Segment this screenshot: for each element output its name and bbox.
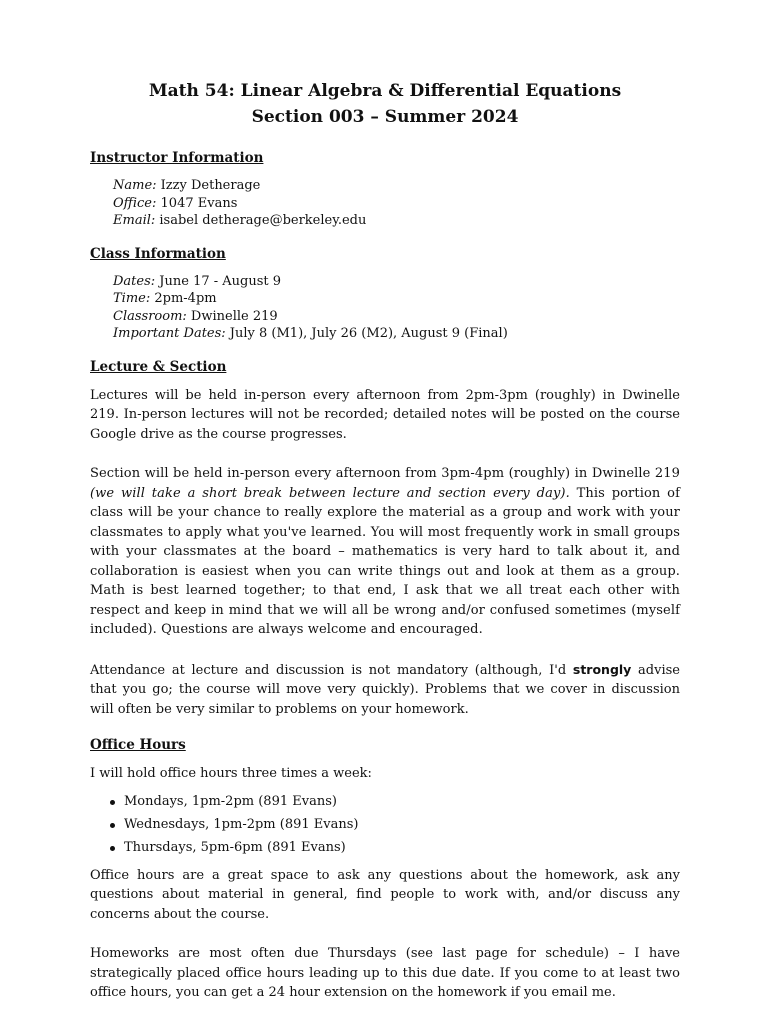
document-title (90, 78, 680, 130)
list-item (107, 790, 680, 813)
attendance-rest: advise that you go; the course will move very quickly). Problems that we cover in discussion will often be very similar to problems on your homework. (90, 662, 680, 717)
info-label: Name: (113, 178, 157, 193)
info-value: Dwinelle 219 (186, 308, 278, 324)
info-label: Important Dates: (113, 326, 226, 341)
info-value: Izzy Detherage (156, 178, 261, 193)
office-hours-purpose: Office hours are a great space to ask any questions about the homework, ask any questions about material in general, find people to work with, and/or discuss any concerns about the course. (90, 867, 680, 922)
class-time-row (113, 290, 680, 308)
section-paragraph (90, 464, 680, 640)
class-info (113, 273, 680, 343)
info-value: July 8 (M1), July 26 (M2), August 9 (Final) (225, 326, 508, 341)
class-dates-row (113, 273, 680, 291)
attendance-start: Attendance at lecture and discussion is not mandatory (although, I'd (90, 662, 573, 678)
title-section: Section 003 – Summer 2024 (251, 107, 519, 127)
section-break-note: (we will take a short break between lecture and section every day). (90, 485, 570, 501)
class-important-dates-row (113, 325, 680, 343)
office-hours-intro: I will hold office hours three times a week: (90, 766, 372, 781)
instructor-name-row (113, 177, 680, 195)
instructor-email-row (113, 212, 680, 230)
attendance-paragraph (90, 660, 680, 720)
class-info-heading: Class Information (90, 245, 226, 262)
section-paragraph-start: Section will be held in-person every afternoon from 3pm-4pm (roughly) in Dwinelle 219 (90, 466, 680, 481)
info-label: Time: (113, 291, 151, 306)
info-label: Email: (113, 213, 156, 228)
info-value: 2pm-4pm (150, 291, 217, 306)
homework-due-paragraph: Homeworks are most often due Thursdays (see last page for schedule) – I have strategically placed office hours leading up to this due date. If you come to at least two office hours, you can get a 24 hour extension on the homework if you email me. (90, 946, 680, 1000)
info-label: Office: (113, 195, 157, 211)
bullet-icon (110, 800, 115, 805)
email-value: isabel detherage@berkeley.edu (155, 213, 367, 228)
lecture-section-heading: Lecture & Section (90, 358, 227, 375)
info-value: June 17 - August 9 (155, 273, 282, 289)
attendance-emphasis: strongly (572, 661, 632, 677)
instructor-info (113, 177, 680, 230)
office-hours-heading: Office Hours (90, 737, 186, 753)
office-hour-slot: Thursdays, 5pm-6pm (891 Evans) (124, 839, 346, 855)
title-course: Math 54: Linear Algebra & Differential Equations (148, 81, 622, 101)
section-paragraph-rest: This portion of class will be your chance to really explore the material as a group and work with your classmates to apply what you've learned. You will most frequently work in small groups with your classmates at the board – mathematics is very hard to talk about it, and collaboration is easiest when you can write things out and look at them as a group. Math is best learned together; to that end, I ask that we all treat each other with respect and keep in mind that we will all be wrong and/or confused sometimes (myself included). Questions are always welcome and encouraged. (90, 485, 680, 637)
bullet-icon (110, 846, 115, 851)
class-room-row (113, 308, 680, 326)
office-hours-list (90, 790, 680, 859)
list-item (107, 813, 680, 836)
bullet-icon (110, 823, 115, 828)
office-hour-slot: Mondays, 1pm-2pm (891 Evans) (124, 793, 337, 809)
info-label: Dates: (113, 273, 156, 289)
office-hour-slot: Wednesdays, 1pm-2pm (891 Evans) (124, 816, 359, 832)
list-item (107, 836, 680, 859)
instructor-heading: Instructor Information (90, 150, 264, 166)
info-value: 1047 Evans (156, 195, 238, 211)
instructor-office-row (113, 195, 680, 213)
info-label: Classroom: (113, 308, 187, 324)
lecture-paragraph: Lectures will be held in-person every afternoon from 2pm-3pm (roughly) in Dwinelle 219. In-person lectures will not be recorded; detailed notes will be posted on the course Google drive as the course progresses. (90, 387, 680, 442)
